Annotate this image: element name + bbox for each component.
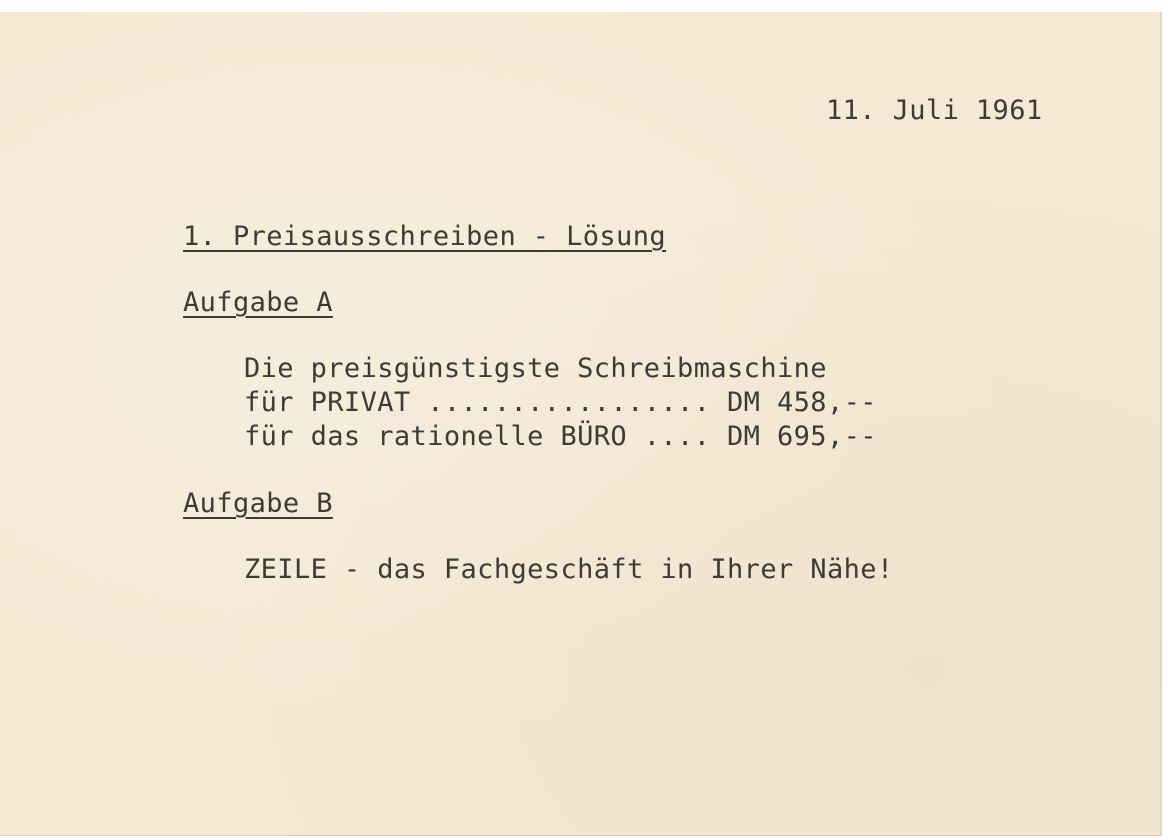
postcard-sheet (0, 12, 1162, 836)
task-a-line-3: für das rationelle BÜRO .... DM 695,-- (244, 421, 877, 452)
task-a-heading: Aufgabe A (183, 287, 333, 318)
task-b-line: ZEILE - das Fachgeschäft in Ihrer Nähe! (244, 554, 894, 585)
document-date: 11. Juli 1961 (826, 95, 1043, 126)
task-a-line-2: für PRIVAT ................. DM 458,-- (244, 387, 877, 418)
task-b-heading: Aufgabe B (183, 488, 333, 519)
document-title: 1. Preisausschreiben - Lösung (183, 221, 667, 252)
task-a-line-1: Die preisgünstigste Schreibmaschine (244, 353, 827, 384)
